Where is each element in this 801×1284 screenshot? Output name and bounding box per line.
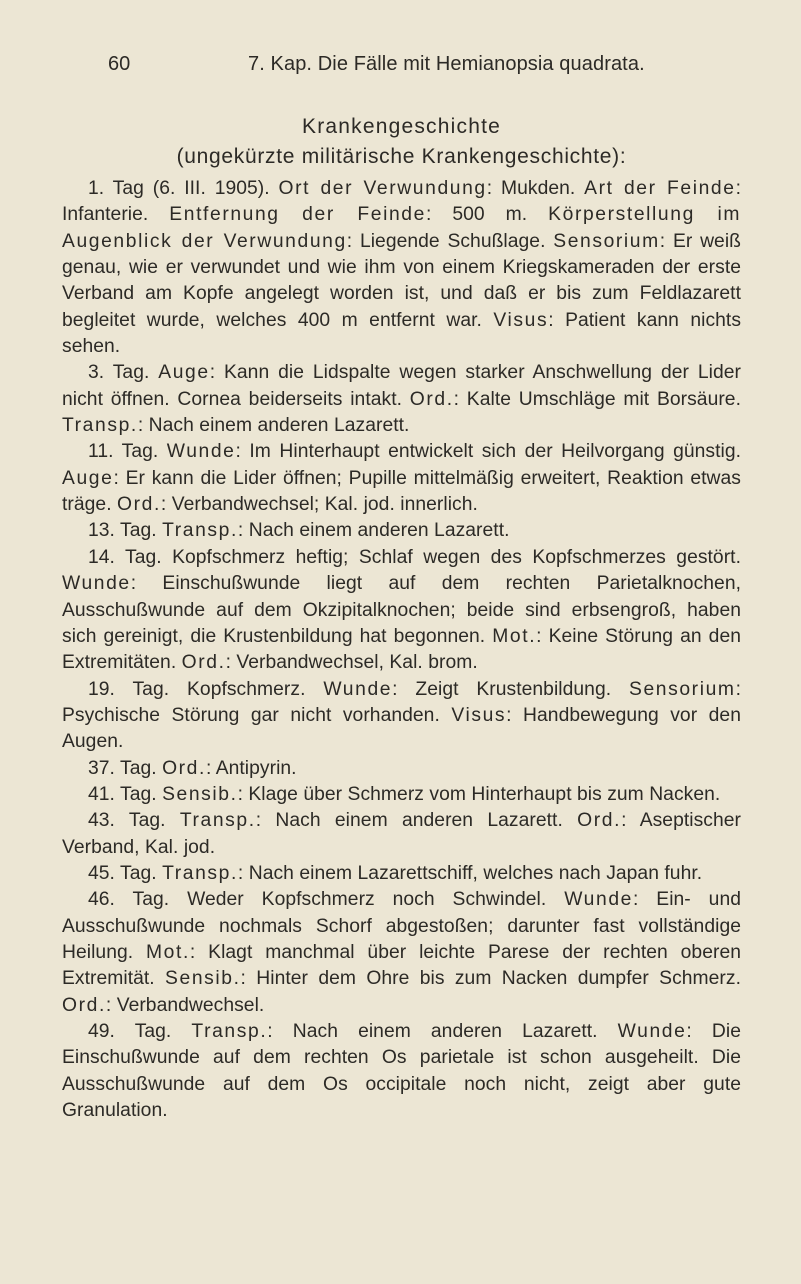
section-title: Krankengeschichte [301,115,501,138]
entry-text: : Die Einschußwunde auf dem rechten Os parietale ist schon ausgeheilt. Die Ausschußwunde auf dem Os occipitale noch nicht, zeigt aber gute Granulation. [62,1021,741,1122]
entry-keyword: Transp. [162,520,238,542]
entry-day-45 [62,861,741,887]
entry-text: : Klage über Schmerz vom Hinterhaupt bis zum Nacken. [237,783,721,805]
section-subtitle: (ungekürzte militärische Krankengeschichte): [176,145,627,168]
entry-text: : Handbewegung vor den Augen. [62,704,741,753]
entry-text: 3. Tag. [88,362,159,384]
case-history-entries [62,176,741,1124]
entry-keyword: Wunde [323,678,393,700]
entry-keyword: Visus [451,704,507,726]
entry-text: 19. Tag. Kopfschmerz. [88,678,324,700]
entry-text: : Klagt manchmal über leichte Parese der rechten oberen Extremität. [62,941,741,990]
entry-text: 45. Tag. [88,862,163,884]
entry-keyword: Transp. [162,862,238,884]
entry-text: : Verbandwechsel; Kal. jod. innerlich. [160,494,478,516]
entry-text: : Kalte Umschläge mit Borsäure. [453,388,741,410]
entry-keyword: Sensib. [165,968,241,990]
entry-keyword: Transp. [191,1021,268,1042]
entry-text: 37. Tag. [88,757,163,779]
entry-text: : Ein- und Ausschußwunde nochmals Schorf abgestoßen; darunter fast vollständige Heilung. [62,889,742,963]
entry-text: : Infanterie. [62,178,741,226]
entry-text: : Zeigt Krustenbildung. [392,678,630,700]
entry-day-37 [62,756,741,782]
entry-keyword: Wunde [617,1021,687,1042]
entry-keyword: Ord. [577,810,622,832]
entry-text: 13. Tag. [88,520,163,542]
entry-text: : Liegende Schußlage. [346,230,554,252]
entry-keyword: Ord. [162,757,206,779]
entry-text: : Einschußwunde liegt auf dem rechten Parietalknochen, Ausschußwunde auf dem Okzipitalknochen; beide sind erbsengroß, haben sich gereinigt, die Krustenbildung hat begonnen. [62,573,741,647]
entry-keyword: Transp. [62,415,138,437]
entry-day-14 [62,545,741,677]
entry-keyword: Wunde [62,573,131,595]
entry-keyword: Sensorium [553,230,660,252]
page-number: 60 [108,53,131,75]
entry-keyword: Wunde [166,441,236,463]
entry-text: : Hinter dem Ohre bis zum Nacken dumpfer Schmerz. [240,968,741,990]
entry-text: : Nach einem anderen Lazarett. [237,520,510,542]
entry-text: : Patient kann nichts sehen. [62,309,742,358]
running-head [108,50,741,78]
entry-day-43 [62,808,741,861]
entry-text: : Keine Störung an den Extremitäten. [62,625,741,674]
entry-keyword: Sensib. [162,783,238,805]
entry-text: 11. Tag. [88,441,167,463]
entry-day-11 [62,439,741,518]
chapter-title: 7. Kap. Die Fälle mit Hemianopsia quadrata. [248,53,645,75]
entry-text: 14. Tag. Kopfschmerz heftig; Schlaf wegen des Kopfschmerzes gestört. [88,546,741,568]
entry-keyword: Art der Feinde [584,178,736,199]
entry-day-49 [62,1019,741,1124]
entry-text: : Er kann die Lider öffnen; Pupille mittelmäßig erweitert, Reaktion etwas träge. [62,467,741,516]
entry-keyword: Wunde [564,889,633,911]
entry-text: : Verbandwechsel. [105,994,265,1016]
entry-day-13 [62,518,741,544]
entry-text: : Nach einem anderen Lazarett. [137,415,410,437]
entry-keyword: Mot. [492,625,537,647]
entry-day-19 [62,677,741,756]
entry-keyword: Ord. [181,652,226,674]
entry-text: 1. Tag (6. III. 1905). [88,178,279,199]
entry-day-3 [62,360,741,439]
entry-day-1 [62,176,741,360]
entry-keyword: Mot. [146,941,190,963]
entry-day-46 [62,887,741,1019]
entry-text: : Kann die Lidspalte wegen starker Anschwellung der Lider nicht öffnen. Cornea beiderseits intakt. [62,362,741,410]
entry-keyword: Ord. [117,494,161,516]
entry-text: : Im Hinterhaupt entwickelt sich der Heilvorgang günstig. [235,441,741,463]
entry-keyword: Auge [62,467,114,489]
entry-text: : Nach einem anderen Lazarett. [267,1021,618,1042]
entry-text: 41. Tag. [88,783,163,805]
entry-text: : Aseptischer Verband, Kal. jod. [62,810,741,858]
entry-text: : Er weiß genau, wie er verwundet und wie ihm von einem Kriegskameraden der erste Verband am Kopfe angelegt worden ist, und daß er bis zum Feldlazarett begleitet wurde, welches 400 m entfernt war. [62,230,741,331]
entry-keyword: Körperstellung im Augenblick der Verwundung [62,204,741,252]
entry-day-41 [62,782,741,808]
entry-keyword: Ord. [62,994,106,1016]
entry-text: 46. Tag. Weder Kopfschmerz noch Schwindel. [88,889,565,911]
entry-keyword: Transp. [179,810,256,832]
entry-text: : Psychische Störung gar nicht vorhanden. [62,678,741,726]
entry-text: : 500 m. [425,204,549,226]
entry-keyword: Ort der Verwundung [278,178,487,199]
entry-keyword: Visus [493,309,549,331]
entry-text: 49. Tag. [88,1021,192,1042]
entry-text: : Mukden. [486,178,585,199]
entry-keyword: Entfernung der Feinde [169,204,426,226]
entry-text: 43. Tag. [88,810,180,832]
entry-text: : Antipyrin. [205,757,297,779]
entry-keyword: Sensorium [629,678,736,700]
entry-keyword: Auge [158,362,210,384]
entry-text: : Verbandwechsel, Kal. brom. [225,652,478,674]
entry-text: : Nach einem Lazarettschiff, welches nach Japan fuhr. [237,862,703,884]
entry-keyword: Ord. [409,388,454,410]
entry-text: : Nach einem anderen Lazarett. [255,810,578,832]
